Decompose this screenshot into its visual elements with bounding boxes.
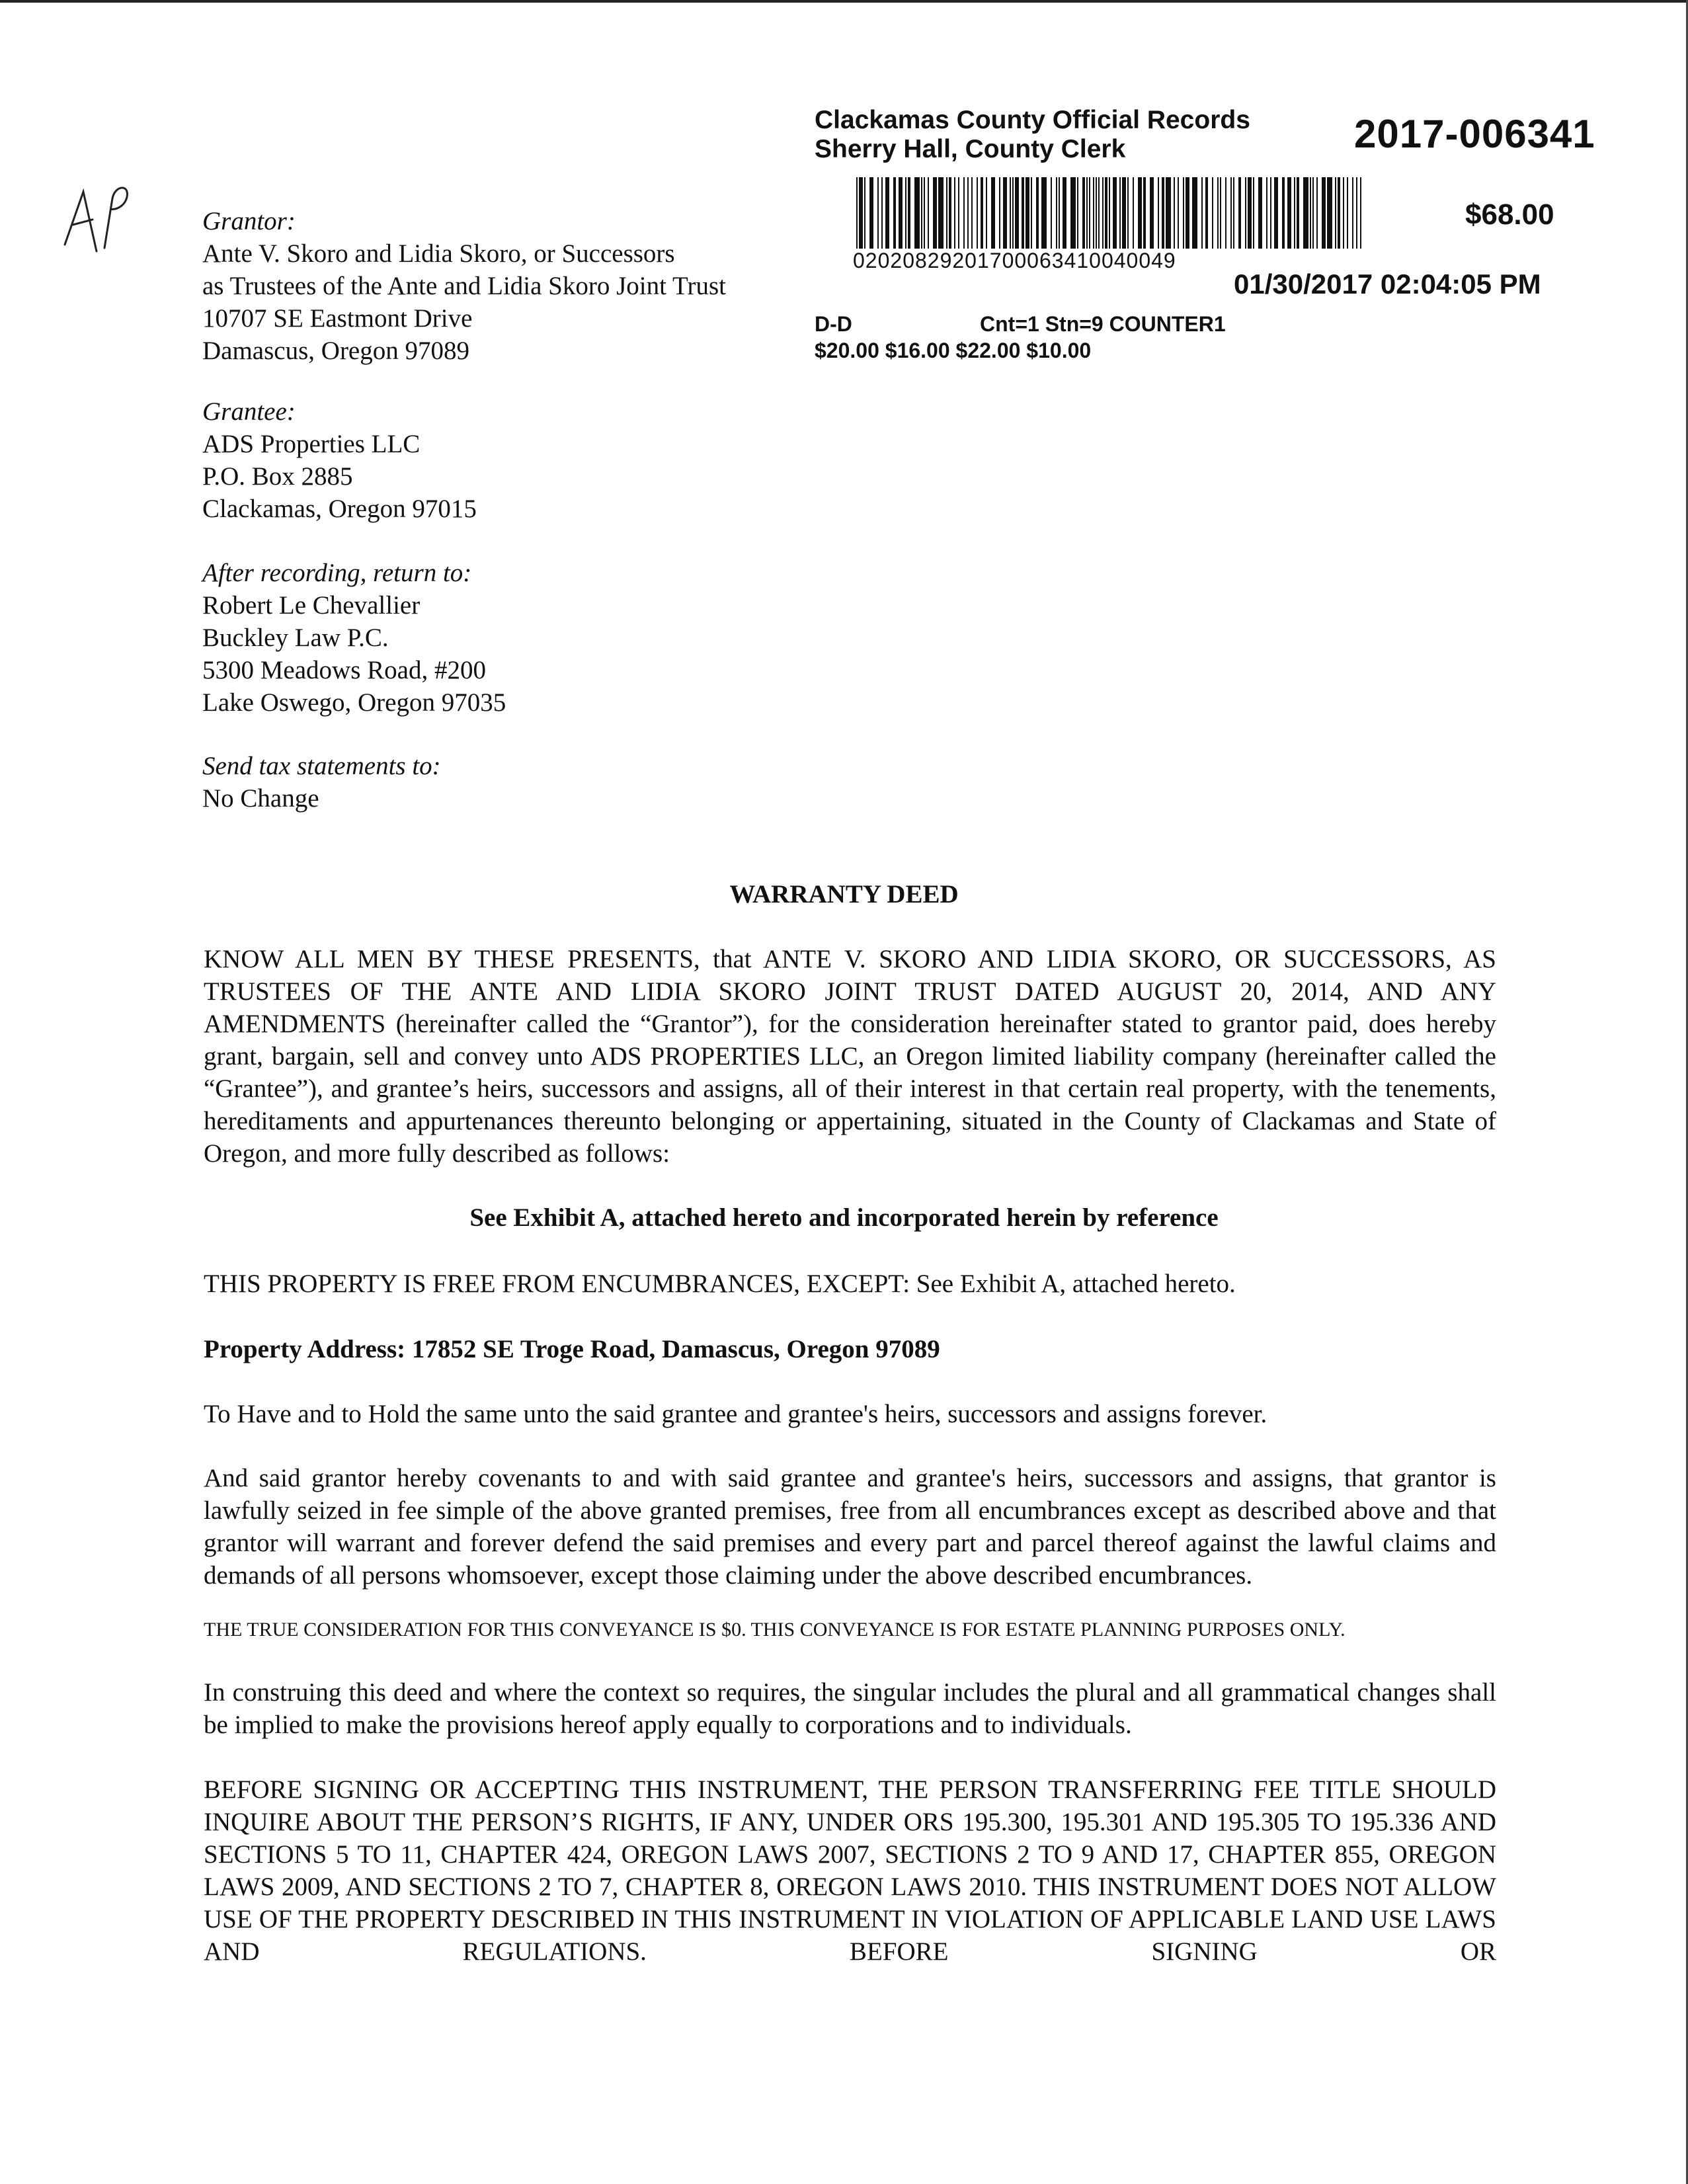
barcode-bar [1119, 177, 1121, 249]
page-top-border [0, 0, 1688, 3]
barcode-bar [1287, 177, 1291, 249]
opening-paragraph: KNOW ALL MEN BY THESE PRESENTS, that ANTE V. SKORO AND LIDIA SKORO, OR SUCCESSORS, AS TRUSTEES OF THE ANTE AND LIDIA SKORO JOINT TRUST DATED AUGUST 20, 2014, AND ANY AMENDMENTS (hereinafter called the “Grantor”), for the consideration hereinafter stated to grantor paid, does hereby grant, bargain, sell and convey unto ADS PROPERTIES LLC, an Oregon limited liability company (hereinafter called the “Grantee”), and grantee’s heirs, successors and assigns, all of their interest in that certain real property, with the tenements, hereditaments and appurtenances thereunto belonging or appertaining, situated in the County of Clackamas and State of Oregon, and more fully described as follows: [204, 945, 1496, 1168]
return-to-block [202, 557, 506, 719]
barcode-bar [1051, 177, 1052, 249]
barcode-bar [921, 177, 922, 249]
barcode-bar [1248, 177, 1252, 249]
barcode-bar [1303, 177, 1308, 249]
barcode-bar [864, 177, 865, 249]
barcode [856, 177, 1365, 249]
barcode-bar [905, 177, 906, 249]
barcode-bar [869, 177, 873, 249]
barcode-number: 02020829201700063410040049 [853, 249, 1176, 272]
return-to-line: Buckley Law P.C. [202, 624, 389, 652]
barcode-bar [885, 177, 889, 249]
barcode-bar [999, 177, 1000, 249]
document-number: 2017-006341 [1354, 112, 1595, 156]
tax-statements-label: Send tax statements to: [202, 752, 441, 780]
grantor-label: Grantor: [202, 207, 296, 235]
barcode-bar [1133, 177, 1134, 249]
barcode-bar [1096, 177, 1097, 249]
barcode-bar [1158, 177, 1159, 249]
barcode-bar [1245, 177, 1246, 249]
barcode-bar [958, 177, 959, 249]
office-line-2: Sherry Hall, County Clerk [815, 135, 1126, 163]
handwritten-initials [58, 179, 138, 264]
grantor-line: Ante V. Skoro and Lidia Skoro, or Successors [202, 239, 675, 268]
habendum-clause: To Have and to Hold the same unto the said grantee and grantee's heirs, successors and assigns forever. [204, 1400, 1267, 1428]
barcode-bar [981, 177, 983, 249]
return-to-label: After recording, return to: [202, 559, 472, 587]
barcode-bar [1343, 177, 1344, 249]
barcode-bar [1070, 177, 1076, 249]
consideration-statement: THE TRUE CONSIDERATION FOR THIS CONVEYANCE IS $0. THIS CONVEYANCE IS FOR ESTATE PLANNING PURPOSES ONLY. [204, 1619, 1346, 1640]
barcode-bar [893, 177, 896, 249]
return-to-line: 5300 Meadows Road, #200 [202, 656, 486, 684]
barcode-bar [949, 177, 951, 249]
barcode-bar [1258, 177, 1262, 249]
barcode-bar [1316, 177, 1318, 249]
barcode-bar [1162, 177, 1164, 249]
tax-statements-line: No Change [202, 784, 319, 813]
barcode-bar [1178, 177, 1179, 249]
barcode-bar [1322, 177, 1326, 249]
grantor-block [202, 205, 726, 367]
barcode-bar [1212, 177, 1213, 249]
property-address: Property Address: 17852 SE Troge Road, Damascus, Oregon 97089 [204, 1335, 940, 1363]
barcode-bar [908, 177, 910, 249]
barcode-bar [859, 177, 863, 249]
barcode-bar [1031, 177, 1032, 249]
barcode-bar [1098, 177, 1100, 249]
barcode-bar [914, 177, 920, 249]
barcode-bar [933, 177, 937, 249]
barcode-bar [971, 177, 973, 249]
barcode-bar [1352, 177, 1353, 249]
barcode-bar [1082, 177, 1085, 249]
barcode-bar [1063, 177, 1066, 249]
barcode-bar [1012, 177, 1014, 249]
barcode-bar [1143, 177, 1146, 249]
counter-info: Cnt=1 Stn=9 COUNTER1 [980, 312, 1226, 336]
barcode-bar [963, 177, 965, 249]
barcode-bar [877, 177, 879, 249]
barcode-bar [1274, 177, 1278, 249]
barcode-bar [928, 177, 929, 249]
barcode-bar [1089, 177, 1090, 249]
grantor-line: Damascus, Oregon 97089 [202, 337, 469, 365]
barcode-bar [856, 177, 858, 249]
barcode-bar [1360, 177, 1361, 249]
barcode-bar [1150, 177, 1154, 249]
barcode-bar [1077, 177, 1078, 249]
barcode-bar [1183, 177, 1184, 249]
barcode-bar [938, 177, 944, 249]
recording-office [815, 106, 1250, 164]
barcode-bar [1003, 177, 1007, 249]
barcode-bar [1166, 177, 1171, 249]
barcode-bar [1192, 177, 1197, 249]
grantee-line: Clackamas, Oregon 97015 [202, 495, 477, 523]
office-line-1: Clackamas County Official Records [815, 106, 1250, 134]
barcode-bar [1230, 177, 1232, 249]
barcode-bar [1105, 177, 1107, 249]
barcode-bar [946, 177, 947, 249]
barcode-bar [1233, 177, 1234, 249]
barcode-bar [991, 177, 995, 249]
exhibit-reference: See Exhibit A, attached hereto and incorporated herein by reference [469, 1203, 1219, 1232]
barcode-bar [1036, 177, 1039, 249]
barcode-bar [1113, 177, 1117, 249]
barcode-bar [986, 177, 987, 249]
fee-total: $68.00 [1465, 198, 1554, 231]
barcode-bar [1205, 177, 1208, 249]
barcode-bar [1056, 177, 1057, 249]
document-code: D-D [815, 312, 852, 336]
grantee-block [202, 395, 477, 525]
barcode-bar [1238, 177, 1241, 249]
barcode-bar [1327, 177, 1332, 249]
covenant-paragraph: And said grantor hereby covenants to and with said grantee and grantee's heirs, successors and assigns, that grantor is lawfully seized in fee simple of the above granted premises, free from all encumbrances except as described above and that grantor will warrant and forever defend the said premises and every part and parcel thereof against the lawful claims and demands of all persons whomsoever, except those claiming under the above described encumbrances. [204, 1464, 1496, 1590]
encumbrances-clause: THIS PROPERTY IS FREE FROM ENCUMBRANCES, EXCEPT: See Exhibit A, attached hereto. [204, 1270, 1236, 1298]
barcode-bar [1122, 177, 1126, 249]
barcode-bar [1093, 177, 1094, 249]
grantee-line: ADS Properties LLC [202, 430, 421, 458]
barcode-bar [1312, 177, 1314, 249]
tax-statements-block [202, 750, 441, 815]
barcode-bar [1041, 177, 1047, 249]
fee-breakdown: $20.00 $16.00 $22.00 $10.00 [815, 339, 1092, 362]
barcode-bar [1220, 177, 1221, 249]
barcode-bar [1201, 177, 1203, 249]
barcode-bar [1010, 177, 1011, 249]
statutory-warning: BEFORE SIGNING OR ACCEPTING THIS INSTRUMENT, THE PERSON TRANSFERRING FEE TITLE SHOULD INQUIRE ABOUT THE PERSON’S RIGHTS, IF ANY, UNDER ORS 195.300, 195.301 AND 195.305 TO 195.336 AND SECTIONS 5 TO 11, CHAPTER 424, OREGON LAWS 2007, SECTIONS 2 TO 9 AND 17, CHAPTER 855, OREGON LAWS 2009, AND SECTIONS 2 TO 7, CHAPTER 8, OREGON LAWS 2010. THIS INSTRUMENT DOES NOT ALLOW USE OF THE PROPERTY DESCRIBED IN THIS INSTRUMENT IN VIOLATION OF APPLICABLE LAND USE LAWS AND REGULATIONS. BEFORE SIGNING OR [204, 1775, 1496, 1966]
construction-paragraph: In construing this deed and where the context so requires, the singular includes the plural and all grammatical changes shall be implied to make the provisions hereof apply equally to corporations and to individuals. [204, 1678, 1496, 1739]
barcode-bar [1253, 177, 1254, 249]
barcode-bar [1294, 177, 1295, 249]
barcode-bar [1109, 177, 1110, 249]
barcode-bar [1217, 177, 1219, 249]
barcode-bar [881, 177, 883, 249]
barcode-bar [1059, 177, 1060, 249]
barcode-bar [1102, 177, 1104, 249]
barcode-bar [977, 177, 978, 249]
barcode-bar [1174, 177, 1175, 249]
grantor-line: as Trustees of the Ante and Lidia Skoro Joint Trust [202, 272, 726, 300]
barcode-bar [1086, 177, 1088, 249]
barcode-bar [1335, 177, 1336, 249]
barcode-bar [1338, 177, 1340, 249]
barcode-bar [967, 177, 969, 249]
barcode-bar [1015, 177, 1019, 249]
barcode-bar [1266, 177, 1267, 249]
barcode-bar [954, 177, 955, 249]
barcode-bar [899, 177, 903, 249]
grantee-label: Grantee: [202, 397, 296, 426]
barcode-bar [1297, 177, 1299, 249]
barcode-bar [1022, 177, 1024, 249]
grantee-line: P.O. Box 2885 [202, 462, 353, 491]
barcode-bar [1282, 177, 1285, 249]
return-to-line: Lake Oswego, Oregon 97035 [202, 688, 506, 717]
deed-title: WARRANTY DEED [729, 880, 959, 909]
barcode-bar [1347, 177, 1348, 249]
return-to-line: Robert Le Chevallier [202, 591, 421, 620]
barcode-bar [1138, 177, 1142, 249]
grantor-line: 10707 SE Eastmont Drive [202, 304, 473, 333]
barcode-bar [1310, 177, 1311, 249]
barcode-bar [1225, 177, 1226, 249]
recording-datetime: 01/30/2017 02:04:05 PM [1234, 268, 1541, 300]
barcode-bar [1186, 177, 1189, 249]
barcode-bar [1356, 177, 1357, 249]
barcode-bar [1270, 177, 1271, 249]
barcode-bar [924, 177, 925, 249]
barcode-bar [1025, 177, 1029, 249]
barcode-bar [1127, 177, 1129, 249]
